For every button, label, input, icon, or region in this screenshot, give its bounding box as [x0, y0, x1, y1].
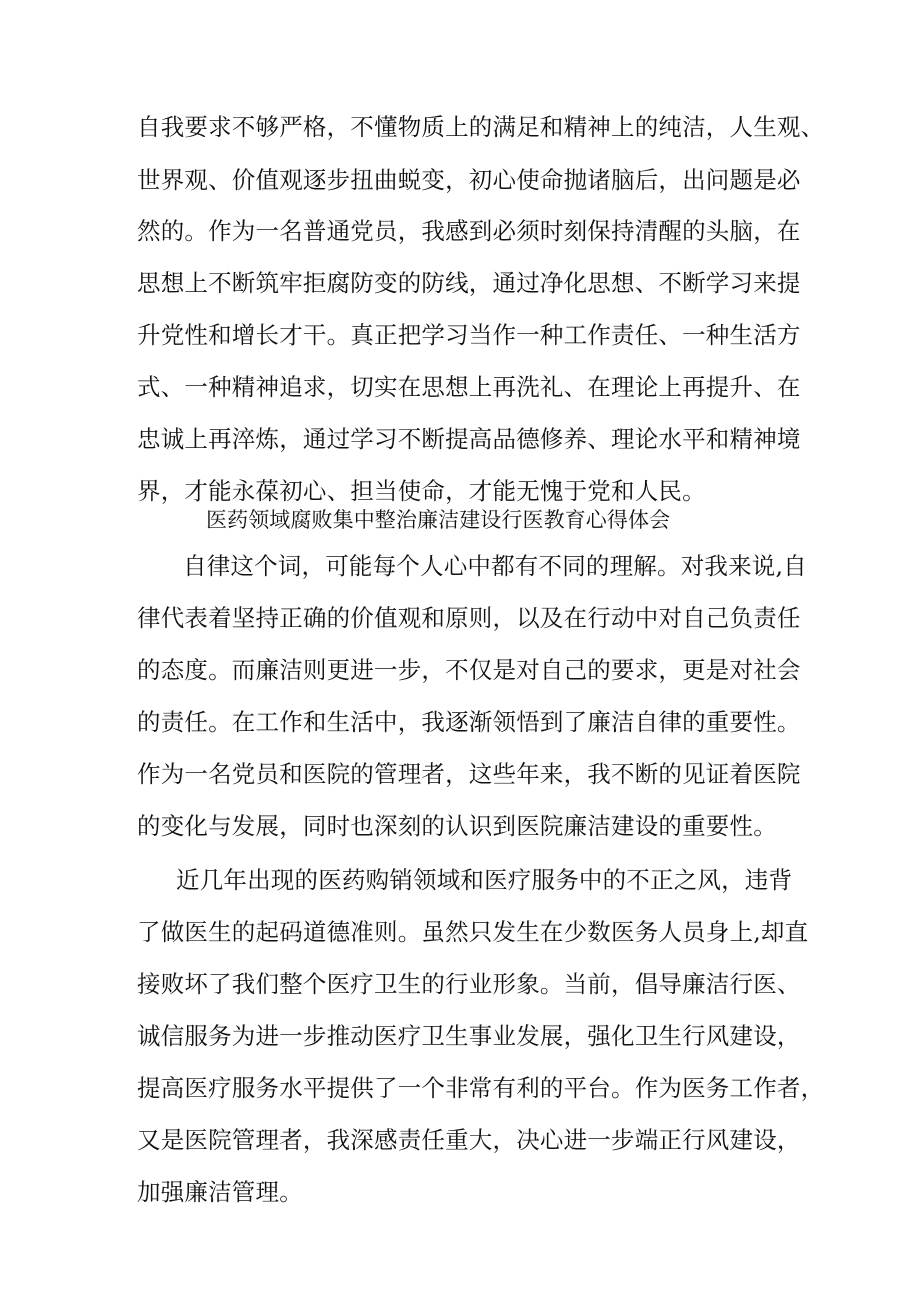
- paragraph-2-line-5: 作为一名党员和医院的管理者，这些年来，我不断的见证着医院: [137, 760, 801, 788]
- paragraph-1-line-6: 式、一种精神追求，切实在思想上再洗礼、在理论上再提升、在: [137, 373, 801, 401]
- paragraph-2-line-6: 的变化与发展，同时也深刻的认识到医院廉洁建设的重要性。: [137, 812, 777, 840]
- paragraph-2-line-1: 自律这个词，可能每个人心中都有不同的理解。对我来说,自: [183, 552, 807, 580]
- paragraph-1-line-3: 然的。作为一名普通党员，我感到必须时刻保持清醒的头脑，在: [137, 217, 801, 245]
- paragraph-3-line-4: 诚信服务为进一步推动医疗卫生事业发展，强化卫生行风建设，: [137, 1022, 801, 1050]
- paragraph-1-line-2: 世界观、价值观逐步扭曲蜕变，初心使命抛诸脑后，出问题是必: [137, 166, 801, 194]
- paragraph-3-line-6: 又是医院管理者，我深感责任重大，决心进一步端正行风建设，: [137, 1126, 801, 1154]
- paragraph-3-line-5: 提高医疗服务水平提供了一个非常有利的平台。作为医务工作者，: [137, 1074, 825, 1102]
- paragraph-3-line-3: 接败坏了我们整个医疗卫生的行业形象。当前，倡导廉洁行医、: [137, 970, 801, 998]
- paragraph-3-line-7: 加强廉洁管理。: [137, 1178, 303, 1206]
- paragraph-1-line-4: 思想上不断筑牢拒腐防变的防线，通过净化思想、不断学习来提: [137, 269, 801, 297]
- paragraph-2-line-2: 律代表着坚持正确的价值观和原则，以及在行动中对自己负责任: [137, 604, 801, 632]
- paragraph-2-line-4: 的责任。在工作和生活中，我逐渐领悟到了廉洁自律的重要性。: [137, 708, 801, 736]
- paragraph-1-line-1: 自我要求不够严格，不懂物质上的满足和精神上的纯洁，人生观、: [137, 113, 825, 141]
- paragraph-2-line-3: 的态度。而廉洁则更进一步，不仅是对自己的要求，更是对社会: [137, 656, 801, 684]
- paragraph-3-line-1: 近几年出现的医药购销领域和医疗服务中的不正之风，违背: [176, 866, 793, 894]
- paragraph-3-line-2: 了做医生的起码道德准则。虽然只发生在少数医务人员身上,却直: [137, 918, 809, 946]
- paragraph-1-line-5: 升党性和增长才干。真正把学习当作一种工作责任、一种生活方: [137, 321, 801, 349]
- section-title: 医药领域腐败集中整治廉洁建设行医教育心得体会: [206, 508, 671, 532]
- paragraph-1-line-8: 界，才能永葆初心、担当使命，才能无愧于党和人民。: [137, 477, 706, 505]
- paragraph-1-line-7: 忠诚上再淬炼，通过学习不断提高品德修养、理论水平和精神境: [137, 425, 801, 453]
